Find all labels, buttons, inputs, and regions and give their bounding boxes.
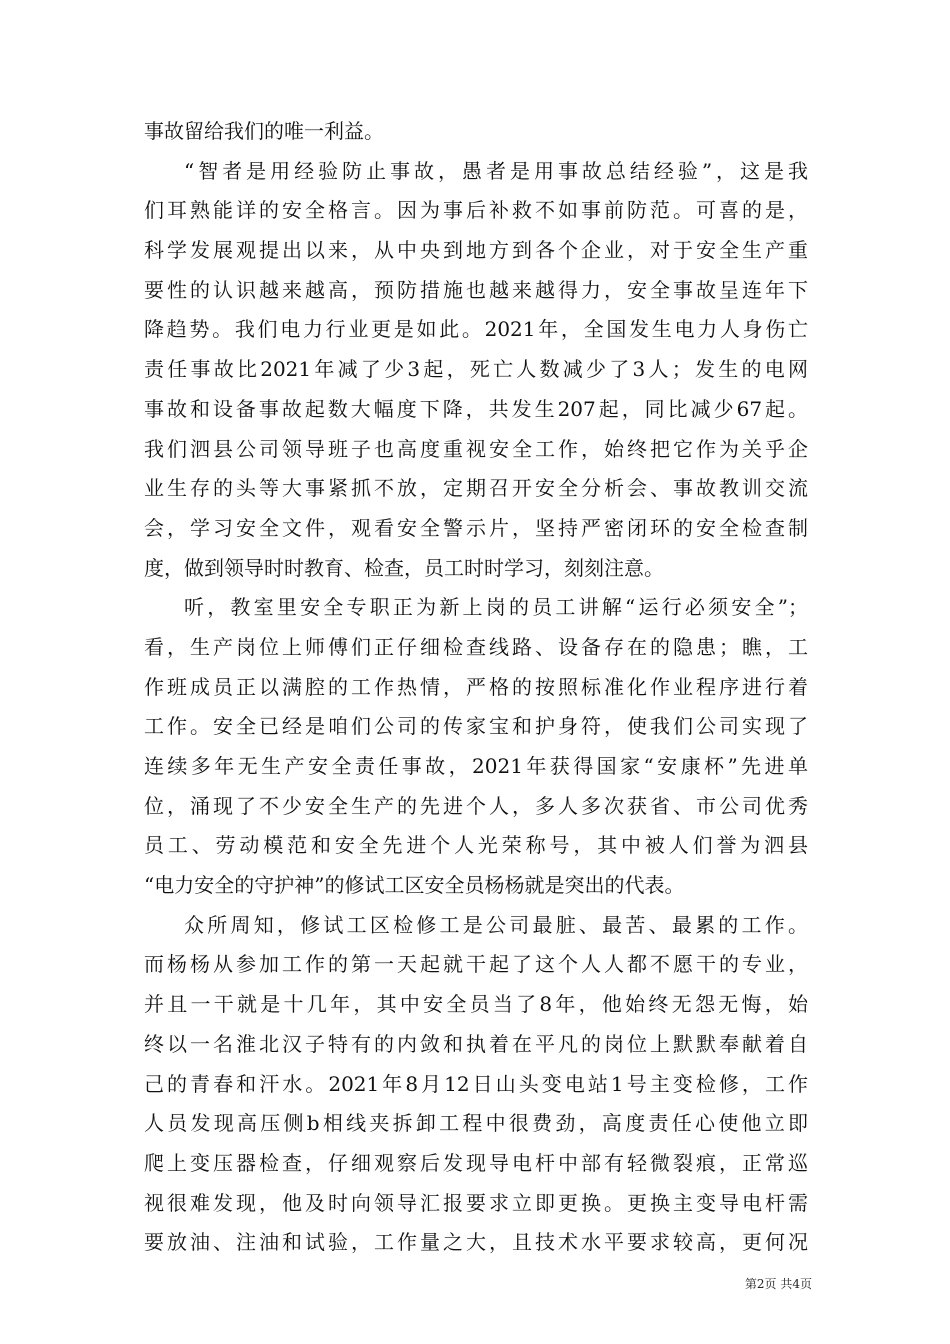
text-line: 而杨杨从参加工作的第一天起就干起了这个人人都不愿干的专业， [144, 952, 808, 977]
text-line: 听，教室里安全专职正为新上岗的员工讲解“运行必须安全”； [184, 595, 808, 620]
text-line: 事故和设备事故起数大幅度下降，共发生207起，同比减少67起。 [144, 396, 808, 421]
text-line: 事故留给我们的唯一利益。 [144, 119, 384, 143]
text-line: 众所周知，修试工区检修工是公司最脏、最苦、最累的工作。 [184, 912, 808, 937]
text-line: 责任事故比2021年减了少3起，死亡人数减少了3人；发生的电网 [144, 357, 808, 382]
text-line: 人员发现高压侧b相线夹拆卸工程中很费劲，高度责任心使他立即 [144, 1111, 808, 1136]
text-line: 爬上变压器检查，仔细观察后发现导电杆中部有轻微裂痕，正常巡 [144, 1150, 808, 1175]
text-line: 要性的认识越来越高，预防措施也越来越得力，安全事故呈连年下 [144, 277, 808, 302]
text-line: 工作。安全已经是咱们公司的传家宝和护身符，使我们公司实现了 [144, 714, 808, 739]
text-line: 终以一名淮北汉子特有的内敛和执着在平凡的岗位上默默奉献着自 [144, 1031, 808, 1056]
text-line: 位，涌现了不少安全生产的先进个人，多人多次获省、市公司优秀 [144, 793, 808, 818]
page-number-footer: 第2页 共4页 [744, 1277, 812, 1291]
text-line: 业生存的头等大事紧抓不放，定期召开安全分析会、事故教训交流 [144, 476, 808, 501]
text-line: 连续多年无生产安全责任事故，2021年获得国家“安康杯”先进单 [144, 754, 808, 778]
body-text [144, 112, 808, 1263]
text-line: 科学发展观提出以来，从中央到地方到各个企业，对于安全生产重 [144, 238, 808, 263]
text-line: 要放油、注油和试验，工作量之大，且技术水平要求较高，更何况 [144, 1230, 808, 1255]
text-line: 并且一干就是十几年，其中安全员当了8年，他始终无怨无悔，始 [144, 992, 808, 1017]
text-line: “智者是用经验防止事故，愚者是用事故总结经验”，这是我 [184, 158, 808, 183]
text-line: 视很难发现，他及时向领导汇报要求立即更换。更换主变导电杆需 [144, 1190, 808, 1215]
text-line: 我们泗县公司领导班子也高度重视安全工作，始终把它作为关乎企 [144, 436, 808, 461]
text-line: 作班成员正以满腔的工作热情，严格的按照标准化作业程序进行着 [144, 674, 808, 699]
text-line: 员工、劳动模范和安全先进个人光荣称号，其中被人们誉为泗县 [144, 833, 808, 858]
text-line: 看，生产岗位上师傅们正仔细检查线路、设备存在的隐患；瞧，工 [144, 634, 808, 659]
text-line: 们耳熟能详的安全格言。因为事后补救不如事前防范。可喜的是， [144, 198, 808, 223]
text-line: 度，做到领导时时教育、检查，员工时时学习，刻刻注意。 [144, 555, 664, 580]
text-line: 降趋势。我们电力行业更是如此。2021年，全国发生电力人身伤亡 [144, 317, 808, 342]
text-line: “电力安全的守护神”的修试工区安全员杨杨就是突出的代表。 [144, 873, 685, 898]
text-line: 会，学习安全文件，观看安全警示片，坚持严密闭环的安全检查制 [144, 515, 808, 540]
text-line: 己的青春和汗水。2021年8月12日山头变电站1号主变检修，工作 [144, 1071, 808, 1096]
